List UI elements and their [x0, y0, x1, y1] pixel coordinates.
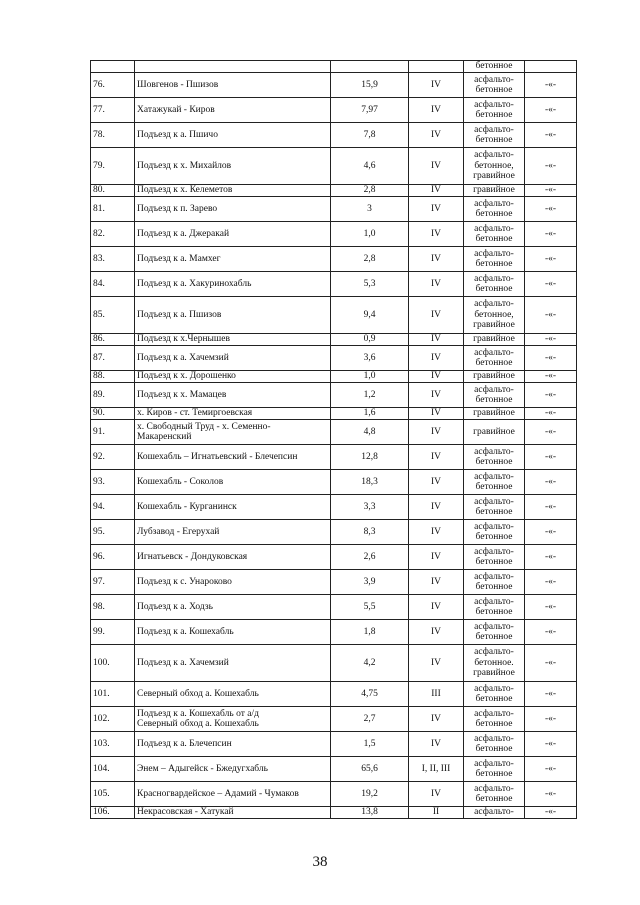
cell-coverage: асфальто- бетонное [464, 757, 525, 782]
cell-length: 1,5 [331, 732, 409, 757]
cell-length: 15,9 [331, 73, 409, 98]
cell-length: 65,6 [331, 757, 409, 782]
cell-road-name: Некрасовская - Хатукай [135, 807, 331, 819]
cell-coverage: асфальто- бетонное [464, 495, 525, 520]
cell-category: II [409, 807, 464, 819]
cell-number: 87. [91, 346, 135, 371]
cell-number: 99. [91, 620, 135, 645]
cell-note: -«- [525, 408, 577, 420]
cell-category: IV [409, 732, 464, 757]
cell-note: -«- [525, 732, 577, 757]
cell-note: -«- [525, 383, 577, 408]
cell-coverage: асфальто- бетонное, гравийное [464, 297, 525, 334]
cell-note: -«- [525, 595, 577, 620]
cell-length: 8,3 [331, 520, 409, 545]
cell-length: 5,3 [331, 272, 409, 297]
table-row [91, 197, 577, 222]
cell-note: -«- [525, 470, 577, 495]
cell-road-name: Хатажукай - Киров [135, 98, 331, 123]
cell-length: 3,3 [331, 495, 409, 520]
cell-note: -«- [525, 185, 577, 197]
cell-note [525, 61, 577, 73]
cell-road-name: х. Свободный Труд - х. Семенно- Макаренский [135, 420, 331, 445]
cell-note: -«- [525, 520, 577, 545]
cell-road-name: Подъезд к а. Хачемзий [135, 645, 331, 682]
cell-road-name: Подъезд к а. Ходзь [135, 595, 331, 620]
cell-note: -«- [525, 782, 577, 807]
cell-note: -«- [525, 346, 577, 371]
cell-note: -«- [525, 545, 577, 570]
table-row [91, 383, 577, 408]
cell-coverage: асфальто- бетонное [464, 620, 525, 645]
cell-note: -«- [525, 73, 577, 98]
table-row [91, 123, 577, 148]
cell-road-name: Кошехабль - Соколов [135, 470, 331, 495]
cell-note: -«- [525, 495, 577, 520]
cell-length: 1,0 [331, 222, 409, 247]
table-row [91, 645, 577, 682]
cell-road-name: Подъезд к а. Пшизов [135, 297, 331, 334]
cell-road-name: Подъезд к с. Унароково [135, 570, 331, 595]
cell-category: IV [409, 222, 464, 247]
cell-coverage: асфальто- бетонное [464, 73, 525, 98]
cell-number: 85. [91, 297, 135, 334]
cell-number: 92. [91, 445, 135, 470]
cell-length: 1,6 [331, 408, 409, 420]
table-row [91, 545, 577, 570]
table-row [91, 247, 577, 272]
cell-road-name: Подъезд к а. Блечепсин [135, 732, 331, 757]
cell-category: IV [409, 148, 464, 185]
roads-table-body [91, 61, 577, 819]
table-row [91, 222, 577, 247]
table-row [91, 371, 577, 383]
cell-category: IV [409, 346, 464, 371]
cell-coverage: гравийное [464, 408, 525, 420]
table-row [91, 520, 577, 545]
table-row [91, 334, 577, 346]
cell-coverage: асфальто- бетонное [464, 247, 525, 272]
cell-coverage: асфальто- бетонное [464, 595, 525, 620]
cell-category: IV [409, 545, 464, 570]
cell-length [331, 61, 409, 73]
cell-road-name: Лубзавод - Егерухай [135, 520, 331, 545]
cell-coverage: асфальто- бетонное [464, 682, 525, 707]
cell-category [409, 61, 464, 73]
cell-note: -«- [525, 272, 577, 297]
table-row [91, 495, 577, 520]
cell-coverage: асфальто- бетонное [464, 520, 525, 545]
table-row [91, 98, 577, 123]
cell-note: -«- [525, 445, 577, 470]
cell-category: IV [409, 272, 464, 297]
cell-number: 83. [91, 247, 135, 272]
cell-category: IV [409, 297, 464, 334]
table-row [91, 595, 577, 620]
cell-number: 93. [91, 470, 135, 495]
cell-length: 5,5 [331, 595, 409, 620]
cell-length: 0,9 [331, 334, 409, 346]
cell-note: -«- [525, 807, 577, 819]
cell-coverage: асфальто- [464, 807, 525, 819]
cell-number: 84. [91, 272, 135, 297]
table-row-continuation [91, 61, 577, 73]
cell-coverage: гравийное [464, 334, 525, 346]
cell-length: 7,8 [331, 123, 409, 148]
cell-length: 4,2 [331, 645, 409, 682]
cell-category: IV [409, 445, 464, 470]
cell-length: 7,97 [331, 98, 409, 123]
cell-category: IV [409, 98, 464, 123]
cell-length: 3 [331, 197, 409, 222]
table-row [91, 620, 577, 645]
cell-coverage: асфальто- бетонное [464, 346, 525, 371]
cell-category: IV [409, 707, 464, 732]
cell-length: 12,8 [331, 445, 409, 470]
cell-road-name [135, 61, 331, 73]
cell-note: -«- [525, 148, 577, 185]
cell-road-name: Подъезд к х. Келеметов [135, 185, 331, 197]
cell-road-name: Северный обход а. Кошехабль [135, 682, 331, 707]
cell-length: 19,2 [331, 782, 409, 807]
cell-category: IV [409, 371, 464, 383]
table-row [91, 707, 577, 732]
cell-coverage: асфальто- бетонное [464, 383, 525, 408]
table-row [91, 445, 577, 470]
table-row [91, 807, 577, 819]
cell-note: -«- [525, 620, 577, 645]
cell-road-name: Игнатьевск - Дондуковская [135, 545, 331, 570]
cell-coverage: асфальто- бетонное [464, 545, 525, 570]
cell-number: 88. [91, 371, 135, 383]
cell-category: IV [409, 73, 464, 98]
cell-road-name: Подъезд к х. Дорошенко [135, 371, 331, 383]
cell-coverage: асфальто- бетонное [464, 782, 525, 807]
cell-road-name: Подъезд к а. Пшичо [135, 123, 331, 148]
cell-road-name: Подъезд к а. Джеракай [135, 222, 331, 247]
cell-length: 13,8 [331, 807, 409, 819]
table-row [91, 185, 577, 197]
cell-length: 1,2 [331, 383, 409, 408]
cell-note: -«- [525, 757, 577, 782]
cell-note: -«- [525, 98, 577, 123]
table-row [91, 272, 577, 297]
cell-number: 89. [91, 383, 135, 408]
cell-note: -«- [525, 297, 577, 334]
table-row [91, 346, 577, 371]
cell-note: -«- [525, 570, 577, 595]
cell-coverage: асфальто- бетонное. гравийное [464, 645, 525, 682]
cell-category: I, II, III [409, 757, 464, 782]
table-row [91, 757, 577, 782]
cell-length: 2,8 [331, 247, 409, 272]
cell-number: 95. [91, 520, 135, 545]
cell-number: 78. [91, 123, 135, 148]
cell-category: III [409, 682, 464, 707]
cell-length: 4,8 [331, 420, 409, 445]
cell-road-name: х. Киров - ст. Темиргоевская [135, 408, 331, 420]
cell-note: -«- [525, 420, 577, 445]
cell-category: IV [409, 595, 464, 620]
cell-road-name: Подъезд к х. Михайлов [135, 148, 331, 185]
cell-coverage: асфальто- бетонное [464, 707, 525, 732]
cell-number: 82. [91, 222, 135, 247]
cell-length: 3,9 [331, 570, 409, 595]
roads-table [90, 60, 577, 819]
cell-category: IV [409, 383, 464, 408]
cell-road-name: Кошехабль - Курганинск [135, 495, 331, 520]
cell-length: 2,6 [331, 545, 409, 570]
cell-number: 81. [91, 197, 135, 222]
cell-length: 1,8 [331, 620, 409, 645]
cell-length: 2,8 [331, 185, 409, 197]
cell-length: 3,6 [331, 346, 409, 371]
cell-number [91, 61, 135, 73]
table-row [91, 73, 577, 98]
cell-coverage: асфальто- бетонное [464, 445, 525, 470]
cell-note: -«- [525, 197, 577, 222]
cell-coverage: асфальто- бетонное [464, 732, 525, 757]
cell-category: IV [409, 408, 464, 420]
cell-number: 98. [91, 595, 135, 620]
cell-number: 90. [91, 408, 135, 420]
cell-category: IV [409, 570, 464, 595]
cell-road-name: Подъезд к х. Мамацев [135, 383, 331, 408]
cell-number: 102. [91, 707, 135, 732]
cell-coverage: гравийное [464, 185, 525, 197]
cell-coverage: асфальто- бетонное [464, 222, 525, 247]
cell-length: 1,0 [331, 371, 409, 383]
table-row [91, 682, 577, 707]
table-row [91, 470, 577, 495]
cell-number: 77. [91, 98, 135, 123]
cell-category: IV [409, 420, 464, 445]
cell-note: -«- [525, 371, 577, 383]
cell-number: 76. [91, 73, 135, 98]
cell-road-name: Подъезд к п. Зарево [135, 197, 331, 222]
table-row [91, 408, 577, 420]
cell-coverage: асфальто- бетонное [464, 272, 525, 297]
cell-category: IV [409, 470, 464, 495]
cell-number: 100. [91, 645, 135, 682]
cell-category: IV [409, 520, 464, 545]
cell-length: 18,3 [331, 470, 409, 495]
cell-category: IV [409, 123, 464, 148]
cell-number: 86. [91, 334, 135, 346]
cell-number: 101. [91, 682, 135, 707]
table-row [91, 570, 577, 595]
cell-category: IV [409, 334, 464, 346]
cell-number: 94. [91, 495, 135, 520]
cell-road-name: Энем – Адыгейск - Бжедугхабль [135, 757, 331, 782]
cell-note: -«- [525, 222, 577, 247]
cell-road-name: Подъезд к а. Хакуринохабль [135, 272, 331, 297]
cell-coverage: асфальто- бетонное [464, 470, 525, 495]
cell-note: -«- [525, 247, 577, 272]
cell-coverage: асфальто- бетонное [464, 98, 525, 123]
cell-road-name: Подъезд к а. Хачемзий [135, 346, 331, 371]
cell-category: IV [409, 782, 464, 807]
table-row [91, 732, 577, 757]
cell-note: -«- [525, 645, 577, 682]
cell-coverage: бетонное [464, 61, 525, 73]
cell-length: 4,6 [331, 148, 409, 185]
cell-coverage: асфальто- бетонное [464, 197, 525, 222]
table-row [91, 297, 577, 334]
cell-note: -«- [525, 123, 577, 148]
cell-road-name: Подъезд к х.Чернышев [135, 334, 331, 346]
table-row [91, 420, 577, 445]
cell-category: IV [409, 197, 464, 222]
table-row [91, 148, 577, 185]
cell-category: IV [409, 495, 464, 520]
cell-coverage: асфальто- бетонное, гравийное [464, 148, 525, 185]
cell-number: 96. [91, 545, 135, 570]
cell-road-name: Подъезд к а. Кошехабль [135, 620, 331, 645]
page-number: 38 [312, 854, 328, 870]
cell-category: IV [409, 620, 464, 645]
cell-note: -«- [525, 334, 577, 346]
cell-number: 91. [91, 420, 135, 445]
cell-road-name: Красногвардейское – Адамий - Чумаков [135, 782, 331, 807]
cell-category: IV [409, 247, 464, 272]
cell-length: 2,7 [331, 707, 409, 732]
cell-note: -«- [525, 682, 577, 707]
cell-number: 106. [91, 807, 135, 819]
cell-coverage: гравийное [464, 420, 525, 445]
cell-number: 105. [91, 782, 135, 807]
cell-road-name: Кошехабль – Игнатьевский - Блечепсин [135, 445, 331, 470]
cell-road-name: Подъезд к а. Кошехабль от а/д Северный обход а. Кошехабль [135, 707, 331, 732]
cell-note: -«- [525, 707, 577, 732]
cell-number: 104. [91, 757, 135, 782]
cell-number: 80. [91, 185, 135, 197]
cell-coverage: асфальто- бетонное [464, 123, 525, 148]
cell-coverage: асфальто- бетонное [464, 570, 525, 595]
cell-category: IV [409, 645, 464, 682]
cell-number: 103. [91, 732, 135, 757]
cell-number: 97. [91, 570, 135, 595]
cell-road-name: Подъезд к а. Мамхег [135, 247, 331, 272]
table-row [91, 782, 577, 807]
cell-length: 9,4 [331, 297, 409, 334]
cell-length: 4,75 [331, 682, 409, 707]
cell-road-name: Шовгенов - Пшизов [135, 73, 331, 98]
cell-number: 79. [91, 148, 135, 185]
cell-category: IV [409, 185, 464, 197]
cell-coverage: гравийное [464, 371, 525, 383]
